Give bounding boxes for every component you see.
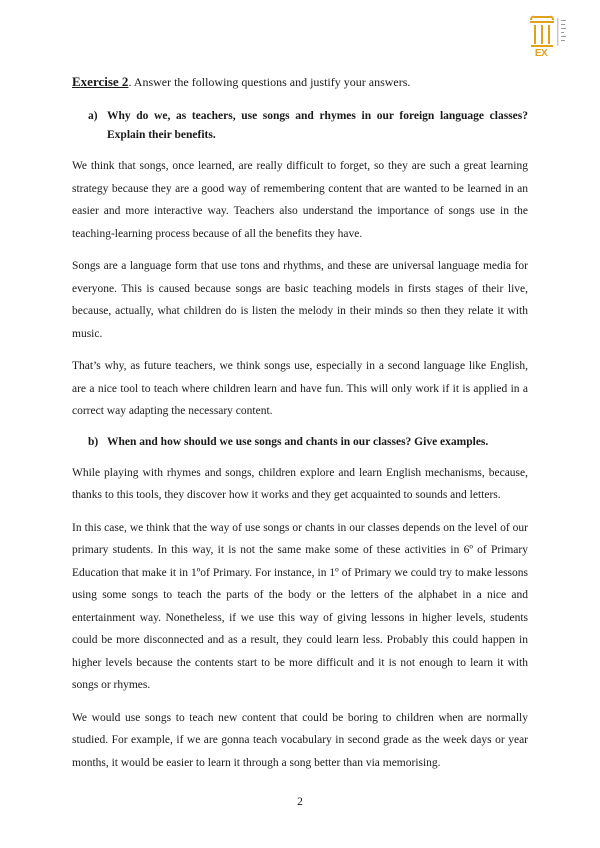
answer-a-paragraph-3: That’s why, as future teachers, we think songs use, especially in a second language like English, are a nice tool to teach where children learn and have fun. This will only work if it is applied in a correct way adapting the necessary content. bbox=[72, 360, 528, 417]
answer-b-paragraph-2: In this case, we think that the way of use songs or chants in our classes depends on the level of our primary students. In this way, it is not the same make some of these activities in 6º of Primary Education that make it in 1ºof Primary. For instance, in 1º of Primary we could try to make lessons using some songs to teach the parts of the body or the letters of the alphabet in a nice and entertainment way. Nonetheless, if we use this way of giving lessons in higher levels, students could be more disconnected and as a result, they could learn less. Probably this could happen in higher levels because the contents start to be more difficult and it is not enough to learn it with songs or rhymes. bbox=[72, 521, 528, 691]
exercise-instruction: . Answer the following questions and justify your answers. bbox=[128, 75, 411, 89]
logo-text: EX bbox=[534, 48, 548, 59]
page-number: 2 bbox=[297, 796, 303, 808]
answer-a-paragraph-2: Songs are a language form that use tons and rhythms, and these are universal language media for everyone. This is caused because songs are basic teaching models in firsts stages of their live, because, actually, what children do is listen the melody in their minds so then they relate it with music. bbox=[72, 260, 528, 340]
exercise-heading bbox=[72, 74, 528, 90]
answer-b-paragraph-3: We would use songs to teach new content that could be boring to children when are normally studied. For example, if we are gonna teach vocabulary in second grade as the week days or year months, it would be easier to learn it through a song better than via memorising. bbox=[72, 711, 528, 769]
answer-a-paragraph-1: We think that songs, once learned, are really difficult to forget, so they are such a great learning strategy because they are a good way of remembering content that are wanted to be learned in an easier and more interactive way. Teachers also understand the importance of songs use in the teaching-learning process because of all the benefits they have. bbox=[72, 160, 528, 240]
exercise-label: Exercise 2 bbox=[72, 74, 129, 89]
document-body bbox=[72, 74, 528, 784]
logo bbox=[528, 14, 570, 62]
question-b bbox=[88, 433, 528, 452]
column-pillar-icon bbox=[528, 14, 570, 50]
question-a bbox=[88, 107, 528, 145]
question-b-marker: b) bbox=[88, 435, 99, 448]
question-a-marker: a) bbox=[88, 110, 98, 122]
question-b-text: When and how should we use songs and chants in our classes? Give examples. bbox=[107, 435, 489, 448]
answer-b-paragraph-1: While playing with rhymes and songs, children explore and learn English mechanisms, because, thanks to this tools, they discover how it works and they get acquainted to sounds and letters. bbox=[72, 466, 528, 501]
question-a-text: Why do we, as teachers, use songs and rhymes in our foreign language classes? Explain their benefits. bbox=[107, 110, 528, 141]
